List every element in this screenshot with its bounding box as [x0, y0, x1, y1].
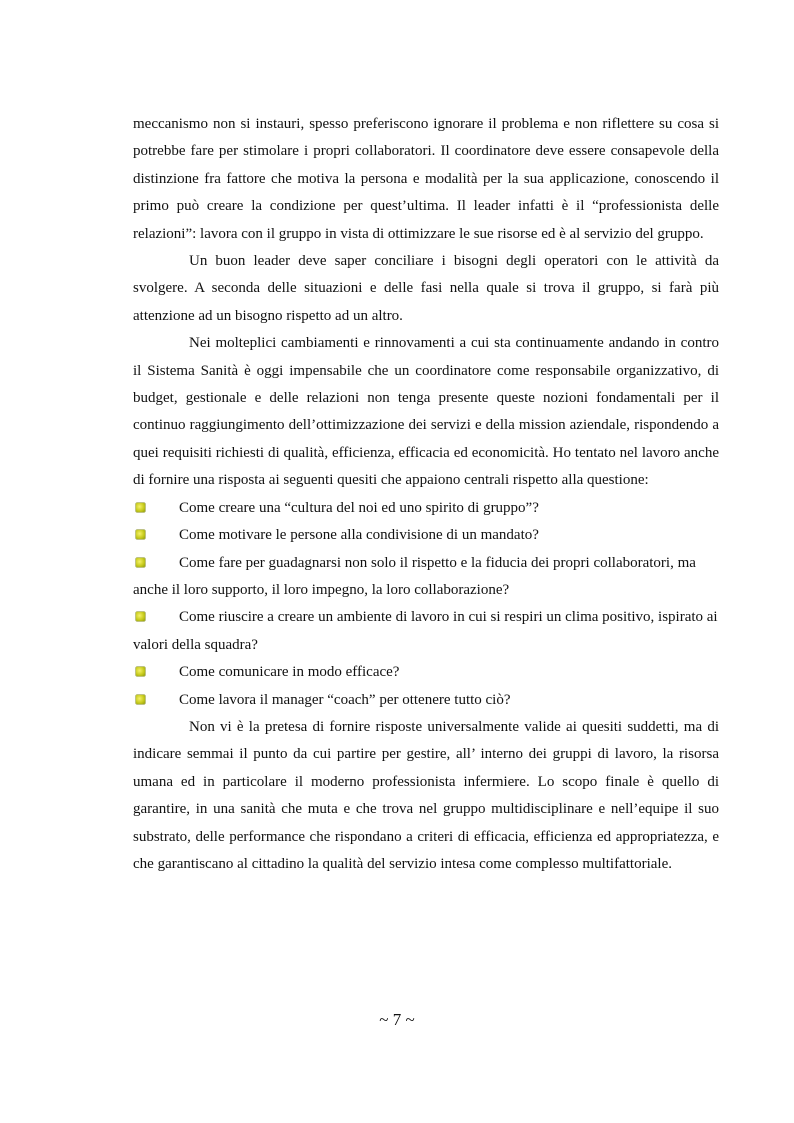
list-item-text: Come lavora il manager “coach” per ottenere tutto ciò?	[179, 691, 511, 708]
paragraph-closing: Non vi è la pretesa di fornire risposte universalmente valide ai quesiti suddetti, ma di indicare semmai il punto da cui partire per gestire, all’ interno dei gruppi di lavoro, la risorsa umana ed in particolare il moderno professionista infermiere. Lo scopo finale è quello di garantire, in una sanità che muta e che trova nel gruppo multidisciplinare e nell’equipe il suo substrato, delle performance che rispondano a criteri di efficacia, efficienza ed appropriatezza, e che garantiscano al cittadino la qualità del servizio intesa come complesso multifattoriale.	[133, 718, 719, 872]
list-item	[133, 495, 719, 522]
list-item-text: Come fare per guadagnarsi non solo il rispetto e la fiducia dei propri collaboratori, ma anche il loro supporto, il loro impegno, la loro collaborazione?	[133, 554, 696, 598]
list-item-text: Come creare una “cultura del noi ed uno spirito di gruppo”?	[179, 499, 539, 516]
yellow-square-bullet-icon	[136, 612, 145, 621]
yellow-square-bullet-icon	[136, 695, 145, 704]
yellow-square-bullet-icon	[136, 530, 145, 539]
list-item	[133, 604, 719, 659]
paragraph-sistema-sanita: Nei molteplici cambiamenti e rinnovamenti a cui sta continuamente andando in contro il Sistema Sanità è oggi impensabile che un coordinatore come responsabile organizzativo, di budget, gestionale e delle relazioni non tenga presente queste nozioni fondamentali per il continuo raggiungimento dell’ottimizzazione dei servizi e della mission aziendale, rispondendo a quei requisiti richiesti di qualità, efficienza, efficacia ed economicità. Ho tentato nel lavoro anche di fornire una risposta ai seguenti quesiti che appaiono centrali rispetto alla questione:	[133, 335, 719, 489]
yellow-square-bullet-icon	[136, 558, 145, 567]
list-item-text: Come riuscire a creare un ambiente di lavoro in cui si respiri un clima positivo, ispirato ai valori della squadra?	[133, 609, 718, 653]
list-item-text: Come comunicare in modo efficace?	[179, 664, 400, 681]
list-item	[133, 522, 719, 549]
question-list	[133, 495, 719, 714]
list-item-text: Come motivare le persone alla condivisione di un mandato?	[179, 527, 539, 544]
yellow-square-bullet-icon	[136, 503, 145, 512]
list-item	[133, 659, 719, 686]
body-text	[133, 111, 719, 878]
list-item	[133, 687, 719, 714]
paragraph-leader: Un buon leader deve saper conciliare i bisogni degli operatori con le attività da svolgere. A seconda delle situazioni e delle fasi nella quale si trova il gruppo, si farà più attenzione ad un bisogno rispetto ad un altro.	[133, 253, 719, 324]
page-number: ~ 7 ~	[379, 1010, 415, 1029]
list-item	[133, 550, 719, 605]
yellow-square-bullet-icon	[136, 667, 145, 676]
paragraph-continued: meccanismo non si instauri, spesso preferiscono ignorare il problema e non riflettere su cosa si potrebbe fare per stimolare i propri collaboratori. Il coordinatore deve essere consapevole della distinzione fra fattore che motiva la persona e modalità per la sua applicazione, conoscendo il primo può creare la condizione per quest’ultima. Il leader infatti è il “professionista delle relazioni”: lavora con il gruppo in vista di ottimizzare le sue risorse ed è al servizio del gruppo.	[133, 116, 719, 242]
